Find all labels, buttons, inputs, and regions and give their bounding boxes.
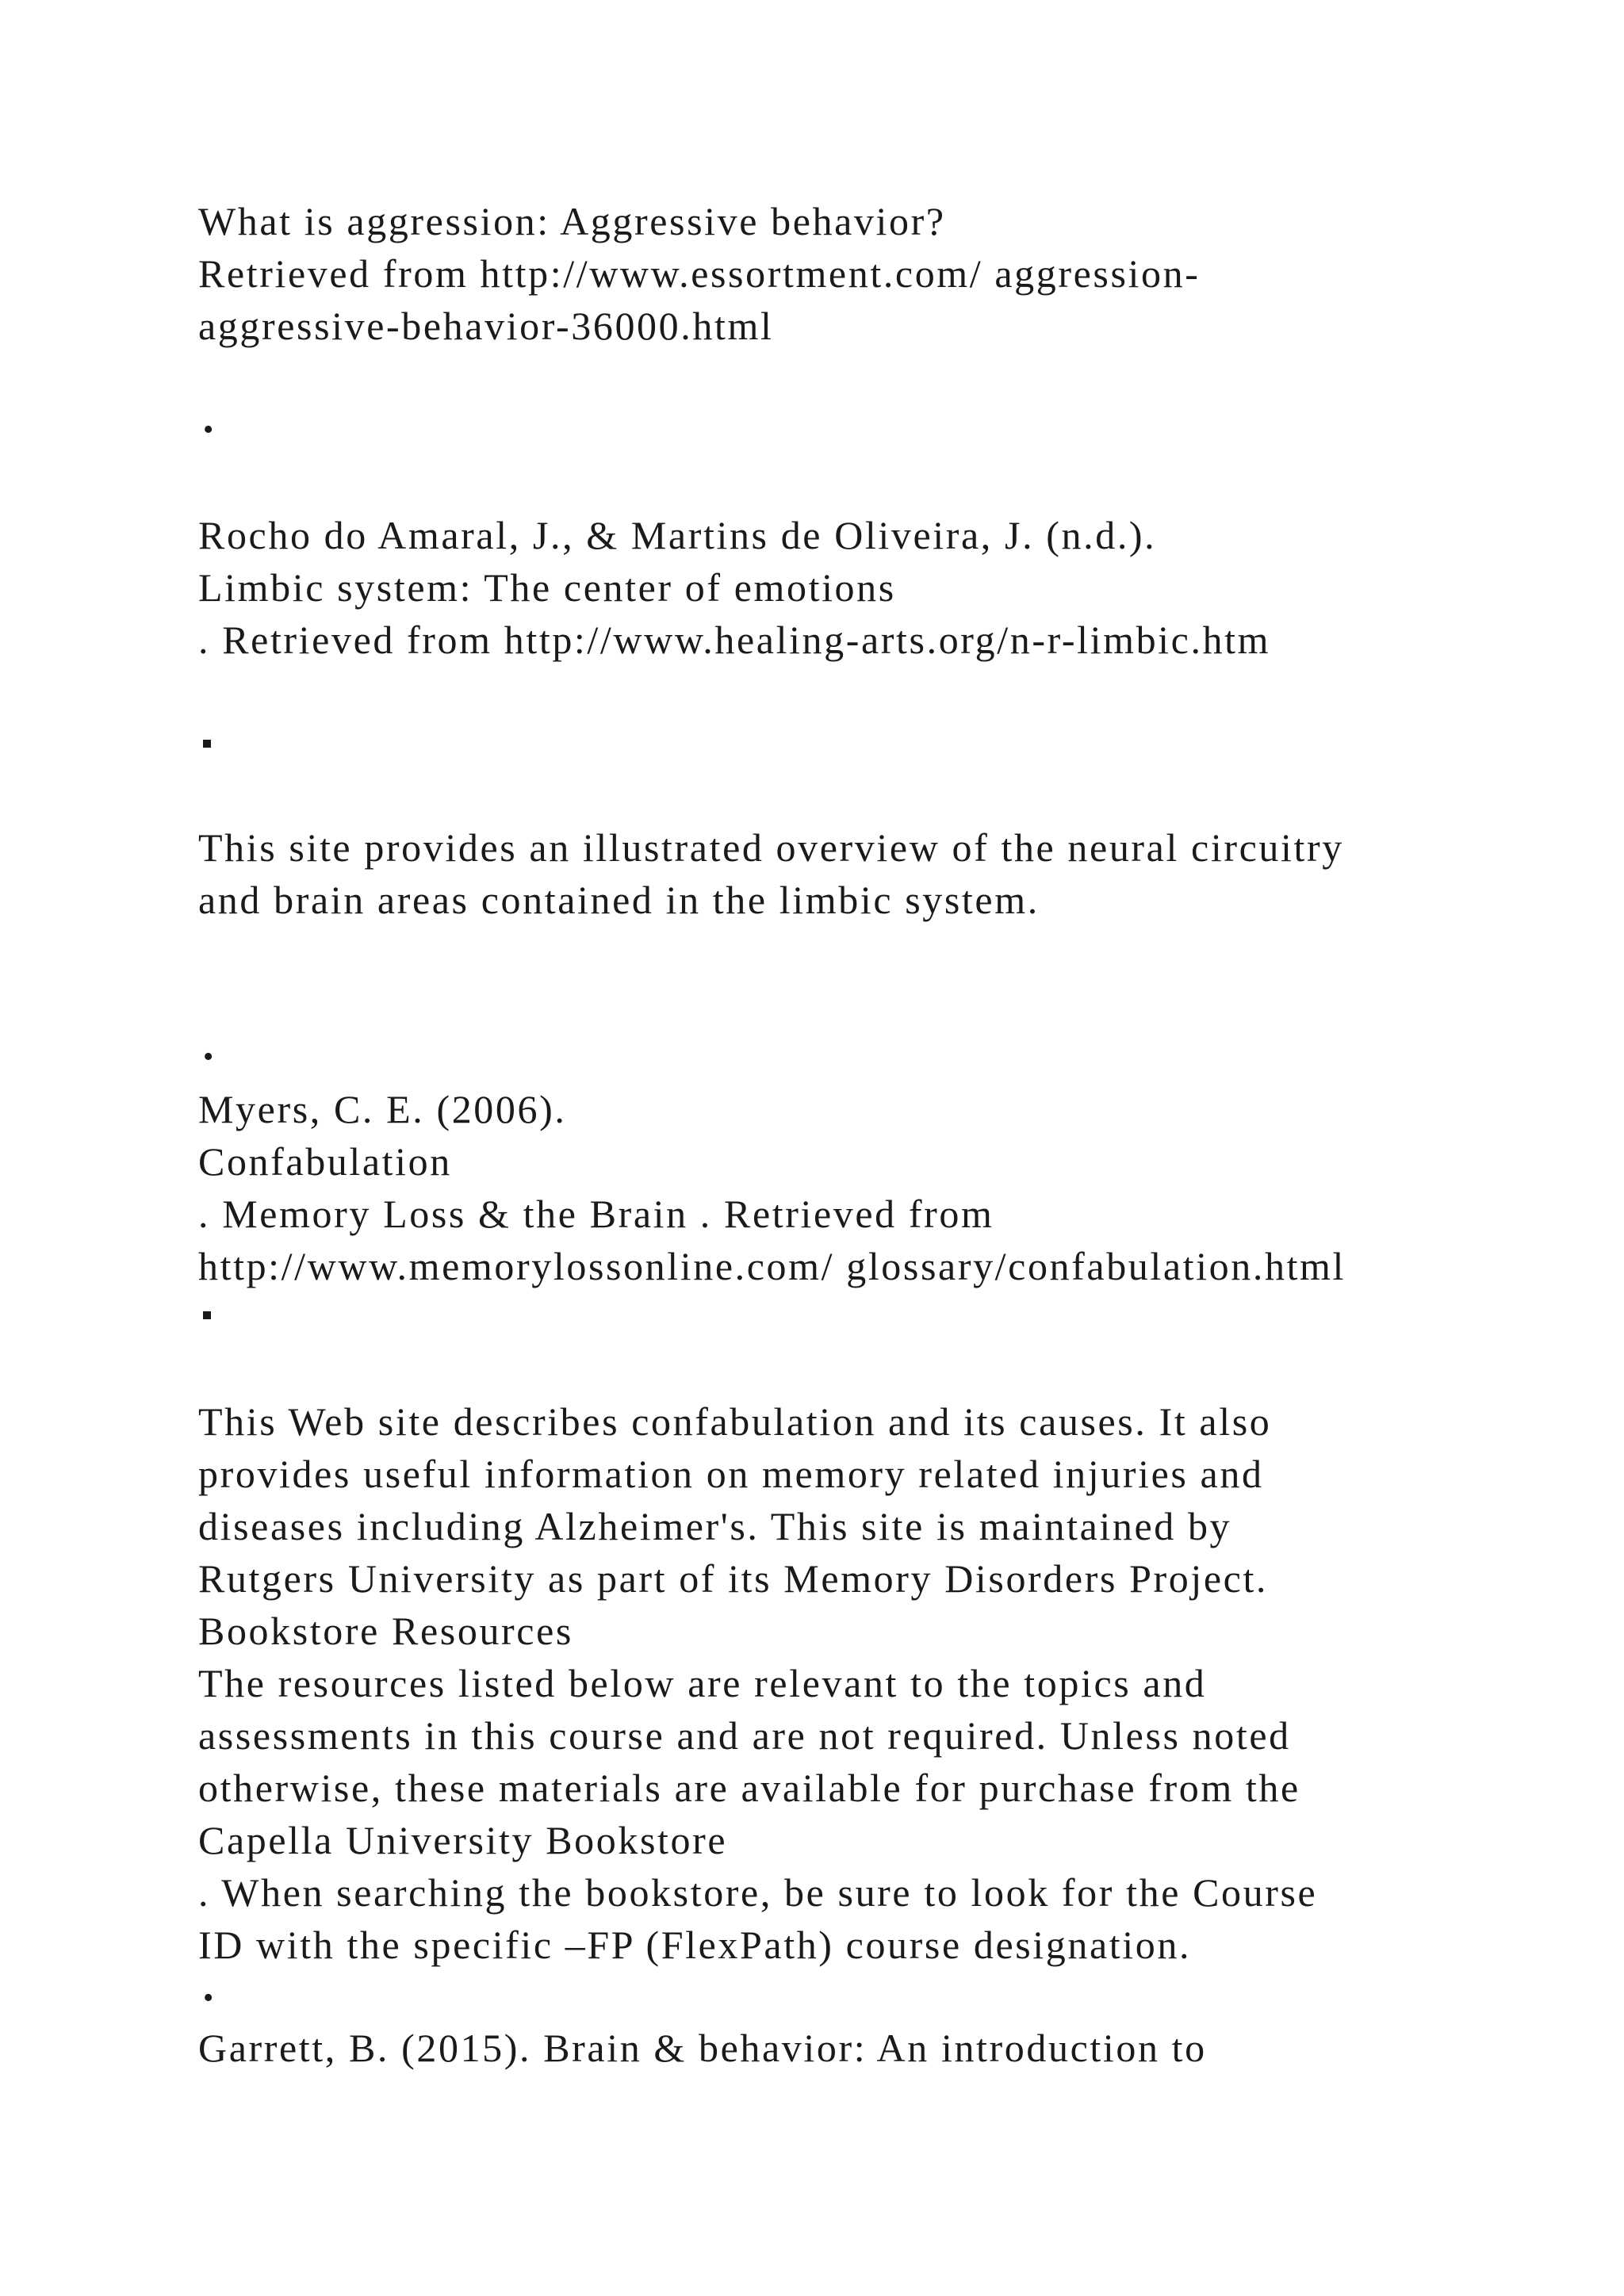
reference-url-line: . Retrieved from http://www.healing-arts.org/n-r-limbic.htm — [198, 618, 1271, 662]
square-bullet — [203, 1311, 211, 1319]
body-text-line: Capella University Bookstore — [198, 1818, 728, 1862]
body-text-line: otherwise, these materials are available for purchase from the — [198, 1766, 1300, 1810]
reference-description-line: This site provides an illustrated overview of the neural circuitry — [198, 825, 1344, 870]
reference-retrieved-line: Retrieved from http://www.essortment.com/ aggression- — [198, 251, 1201, 296]
reference-description-line: provides useful information on memory related injuries and — [198, 1452, 1264, 1496]
reference-description-line: diseases including Alzheimer's. This site is maintained by — [198, 1504, 1232, 1548]
reference-title-line: Limbic system: The center of emotions — [198, 565, 896, 610]
body-text-line: ID with the specific –FP (FlexPath) course designation. — [198, 1923, 1192, 1967]
body-text-line: assessments in this course and are not required. Unless noted — [198, 1713, 1291, 1758]
reference-source-line: . Memory Loss & the Brain . Retrieved from — [198, 1192, 994, 1236]
reference-authors-line: Myers, C. E. (2006). — [198, 1087, 567, 1131]
reference-url-line: aggressive-behavior-36000.html — [198, 304, 774, 348]
reference-title-line: What is aggression: Aggressive behavior? — [198, 199, 946, 243]
reference-url-line: http://www.memorylossonline.com/ glossary/confabulation.html — [198, 1244, 1346, 1288]
reference-title-line: Confabulation — [198, 1139, 452, 1184]
section-heading: Bookstore Resources — [198, 1609, 573, 1653]
reference-description-line: and brain areas contained in the limbic system. — [198, 878, 1040, 922]
reference-description-line: This Web site describes confabulation and its causes. It also — [198, 1399, 1272, 1444]
list-bullet: • — [203, 413, 214, 446]
list-bullet: • — [203, 1040, 214, 1073]
reference-description-line: Rutgers University as part of its Memory Disorders Project. — [198, 1556, 1269, 1601]
list-bullet: • — [203, 1981, 214, 2015]
reference-authors-line: Garrett, B. (2015). Brain & behavior: An introduction to — [198, 2026, 1207, 2070]
body-text-line: . When searching the bookstore, be sure to look for the Course — [198, 1870, 1318, 1915]
reference-authors-line: Rocho do Amaral, J., & Martins de Oliveira, J. (n.d.). — [198, 513, 1157, 557]
square-bullet — [203, 740, 211, 748]
body-text-line: The resources listed below are relevant to the topics and — [198, 1661, 1207, 1705]
